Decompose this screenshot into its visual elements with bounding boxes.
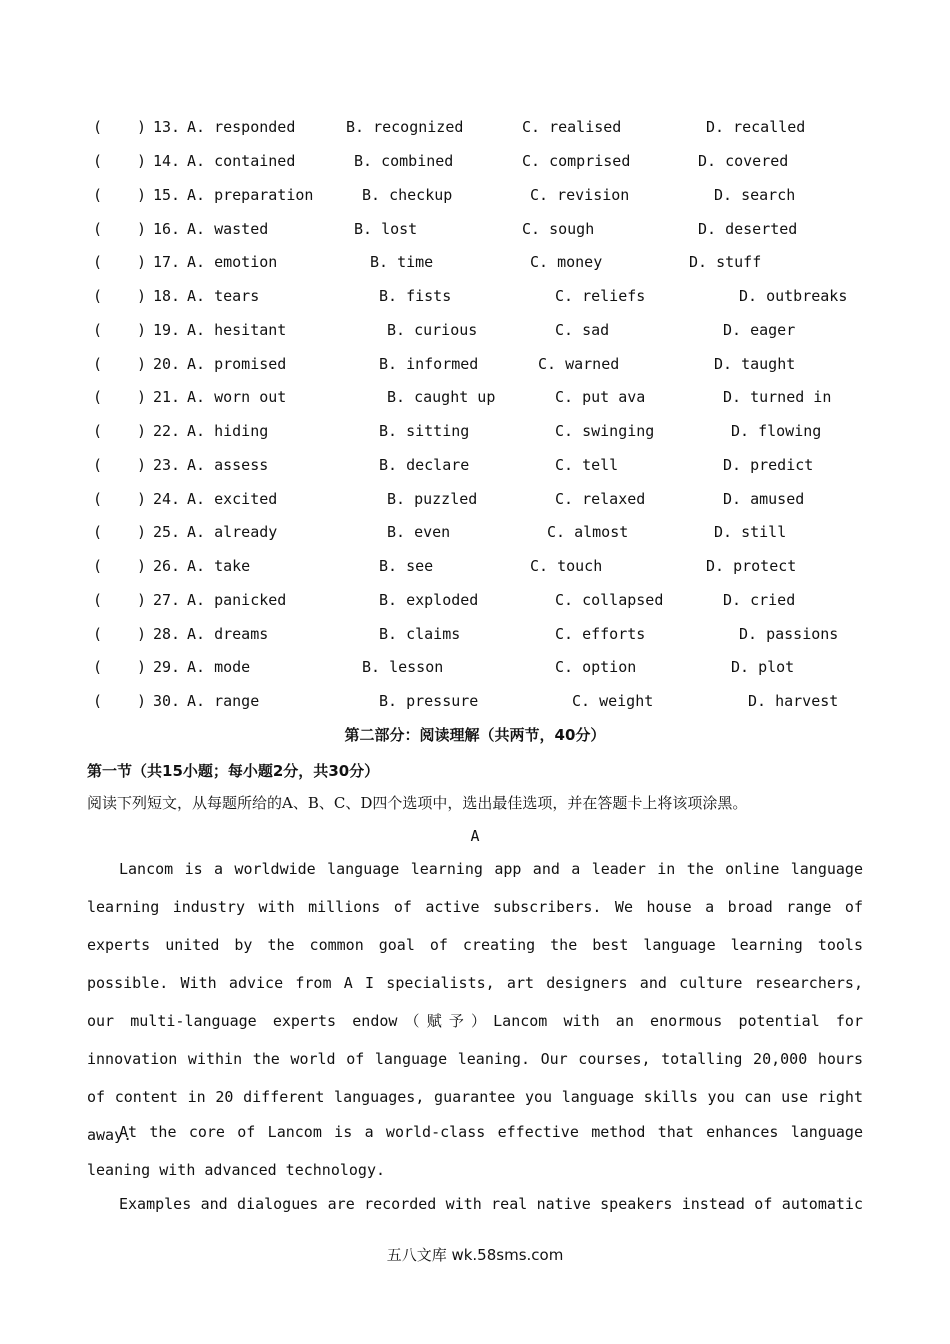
option-c: C. comprised — [522, 152, 631, 170]
answer-paren-close: ) — [137, 625, 147, 643]
question-row — [0, 656, 950, 678]
option-d: D. recalled — [706, 118, 806, 136]
paragraph-1: Lancom is a worldwide language learning app and a leader in the online language learning industry with millions of active subscribers. We house a broad range of experts united by the common goal of creating the best language learning tools possible. With advice from A I specialists, art designers and culture researchers, our multi-language experts endow（赋予）Lancom with an enormous potential for innovation within the world of language leaning. Our courses, totalling 20,000 hours of content in 20 different languages, guarantee you language skills you can use right away. — [87, 860, 863, 1144]
question-row — [0, 251, 950, 273]
question-row — [0, 555, 950, 577]
question-number: 15. — [153, 186, 181, 204]
option-d: D. covered — [698, 152, 789, 170]
option-d: D. deserted — [698, 220, 798, 238]
question-row — [0, 319, 950, 341]
answer-paren-open: ( — [93, 557, 103, 575]
question-number: 25. — [153, 523, 181, 541]
option-d: D. eager — [723, 321, 796, 339]
paragraph-2: At the core of Lancom is a world-class effective method that enhances language leaning with advanced technology. — [87, 1123, 863, 1179]
option-a: A. responded — [187, 118, 296, 136]
option-b: B. see — [379, 557, 434, 575]
option-b: B. curious — [387, 321, 478, 339]
question-number: 20. — [153, 355, 181, 373]
question-row — [0, 589, 950, 611]
option-c: C. touch — [530, 557, 603, 575]
option-d: D. predict — [723, 456, 814, 474]
question-row — [0, 285, 950, 307]
option-c: C. reliefs — [555, 287, 646, 305]
answer-paren-close: ) — [137, 557, 147, 575]
answer-paren-open: ( — [93, 591, 103, 609]
passage-letter: A — [470, 827, 480, 845]
option-a: A. hesitant — [187, 321, 287, 339]
question-number: 14. — [153, 152, 181, 170]
option-c: C. option — [555, 658, 637, 676]
section1-heading: 第一节（共15小题；每小题2分，共30分） — [87, 762, 380, 780]
option-b: B. puzzled — [387, 490, 478, 508]
question-number: 18. — [153, 287, 181, 305]
option-a: A. contained — [187, 152, 296, 170]
option-c: C. swinging — [555, 422, 655, 440]
option-a: A. panicked — [187, 591, 287, 609]
option-d: D. taught — [714, 355, 796, 373]
question-number: 19. — [153, 321, 181, 339]
answer-paren-open: ( — [93, 523, 103, 541]
answer-paren-close: ) — [137, 287, 147, 305]
answer-paren-close: ) — [137, 355, 147, 373]
answer-paren-open: ( — [93, 253, 103, 271]
answer-paren-close: ) — [137, 658, 147, 676]
option-a: A. excited — [187, 490, 278, 508]
question-row — [0, 386, 950, 408]
option-b: B. claims — [379, 625, 461, 643]
answer-paren-open: ( — [93, 456, 103, 474]
question-row — [0, 690, 950, 712]
question-number: 22. — [153, 422, 181, 440]
option-c: C. money — [530, 253, 603, 271]
part2-heading: 第二部分：阅读理解（共两节，40分） — [344, 726, 606, 744]
question-row — [0, 116, 950, 138]
question-row — [0, 521, 950, 543]
answer-paren-open: ( — [93, 186, 103, 204]
question-number: 16. — [153, 220, 181, 238]
answer-paren-close: ) — [137, 118, 147, 136]
option-c: C. efforts — [555, 625, 646, 643]
option-b: B. fists — [379, 287, 452, 305]
option-b: B. lesson — [362, 658, 444, 676]
answer-paren-close: ) — [137, 523, 147, 541]
answer-paren-open: ( — [93, 658, 103, 676]
answer-paren-close: ) — [137, 220, 147, 238]
question-row — [0, 488, 950, 510]
option-b: B. lost — [354, 220, 418, 238]
question-number: 24. — [153, 490, 181, 508]
answer-paren-open: ( — [93, 625, 103, 643]
answer-paren-close: ) — [137, 692, 147, 710]
option-c: C. warned — [538, 355, 620, 373]
option-c: C. collapsed — [555, 591, 664, 609]
option-d: D. still — [714, 523, 787, 541]
option-d: D. outbreaks — [739, 287, 848, 305]
option-c: C. sad — [555, 321, 610, 339]
option-c: C. tell — [555, 456, 619, 474]
answer-paren-close: ) — [137, 456, 147, 474]
option-c: C. put ava — [555, 388, 646, 406]
answer-paren-open: ( — [93, 692, 103, 710]
option-d: D. stuff — [689, 253, 762, 271]
option-d: D. passions — [739, 625, 839, 643]
option-a: A. wasted — [187, 220, 269, 238]
option-b: B. even — [387, 523, 451, 541]
answer-paren-close: ) — [137, 152, 147, 170]
answer-paren-close: ) — [137, 186, 147, 204]
option-a: A. take — [187, 557, 251, 575]
option-a: A. tears — [187, 287, 260, 305]
answer-paren-close: ) — [137, 388, 147, 406]
option-b: B. declare — [379, 456, 470, 474]
question-row — [0, 454, 950, 476]
footer-watermark: 五八文库 wk.58sms.com — [386, 1246, 564, 1264]
answer-paren-open: ( — [93, 220, 103, 238]
option-c: C. weight — [572, 692, 654, 710]
option-d: D. harvest — [748, 692, 839, 710]
option-a: A. worn out — [187, 388, 287, 406]
option-c: C. sough — [522, 220, 595, 238]
answer-paren-open: ( — [93, 388, 103, 406]
option-a: A. emotion — [187, 253, 278, 271]
question-number: 30. — [153, 692, 181, 710]
option-b: B. time — [370, 253, 434, 271]
question-number: 28. — [153, 625, 181, 643]
instructions: 阅读下列短文，从每题所给的A、B、C、D四个选项中，选出最佳选项，并在答题卡上将该项涂黑。 — [87, 794, 748, 812]
answer-paren-open: ( — [93, 287, 103, 305]
answer-paren-open: ( — [93, 422, 103, 440]
answer-paren-open: ( — [93, 152, 103, 170]
option-d: D. turned in — [723, 388, 832, 406]
option-b: B. sitting — [379, 422, 470, 440]
option-b: B. caught up — [387, 388, 496, 406]
option-d: D. cried — [723, 591, 796, 609]
answer-paren-close: ) — [137, 490, 147, 508]
option-a: A. preparation — [187, 186, 314, 204]
option-c: C. relaxed — [555, 490, 646, 508]
option-a: A. dreams — [187, 625, 269, 643]
question-number: 27. — [153, 591, 181, 609]
option-a: A. assess — [187, 456, 269, 474]
answer-paren-close: ) — [137, 321, 147, 339]
option-c: C. revision — [530, 186, 630, 204]
option-d: D. plot — [731, 658, 795, 676]
question-number: 17. — [153, 253, 181, 271]
option-c: C. almost — [547, 523, 629, 541]
question-row — [0, 184, 950, 206]
option-a: A. already — [187, 523, 278, 541]
question-number: 21. — [153, 388, 181, 406]
option-a: A. range — [187, 692, 260, 710]
option-b: B. recognized — [346, 118, 464, 136]
question-number: 26. — [153, 557, 181, 575]
option-b: B. exploded — [379, 591, 479, 609]
option-b: B. pressure — [379, 692, 479, 710]
option-a: A. promised — [187, 355, 287, 373]
paragraph-3: Examples and dialogues are recorded with real native speakers instead of automatic — [119, 1195, 863, 1213]
option-a: A. hiding — [187, 422, 269, 440]
option-b: B. informed — [379, 355, 479, 373]
option-d: D. amused — [723, 490, 805, 508]
answer-paren-open: ( — [93, 490, 103, 508]
option-b: B. checkup — [362, 186, 453, 204]
option-a: A. mode — [187, 658, 251, 676]
answer-paren-close: ) — [137, 422, 147, 440]
option-d: D. protect — [706, 557, 797, 575]
option-b: B. combined — [354, 152, 454, 170]
question-row — [0, 420, 950, 442]
question-number: 13. — [153, 118, 181, 136]
answer-paren-close: ) — [137, 591, 147, 609]
option-c: C. realised — [522, 118, 622, 136]
option-d: D. search — [714, 186, 796, 204]
question-row — [0, 623, 950, 645]
answer-paren-open: ( — [93, 118, 103, 136]
question-row — [0, 353, 950, 375]
question-number: 29. — [153, 658, 181, 676]
answer-paren-open: ( — [93, 355, 103, 373]
question-row — [0, 150, 950, 172]
answer-paren-open: ( — [93, 321, 103, 339]
option-d: D. flowing — [731, 422, 822, 440]
question-number: 23. — [153, 456, 181, 474]
answer-paren-close: ) — [137, 253, 147, 271]
question-row — [0, 218, 950, 240]
